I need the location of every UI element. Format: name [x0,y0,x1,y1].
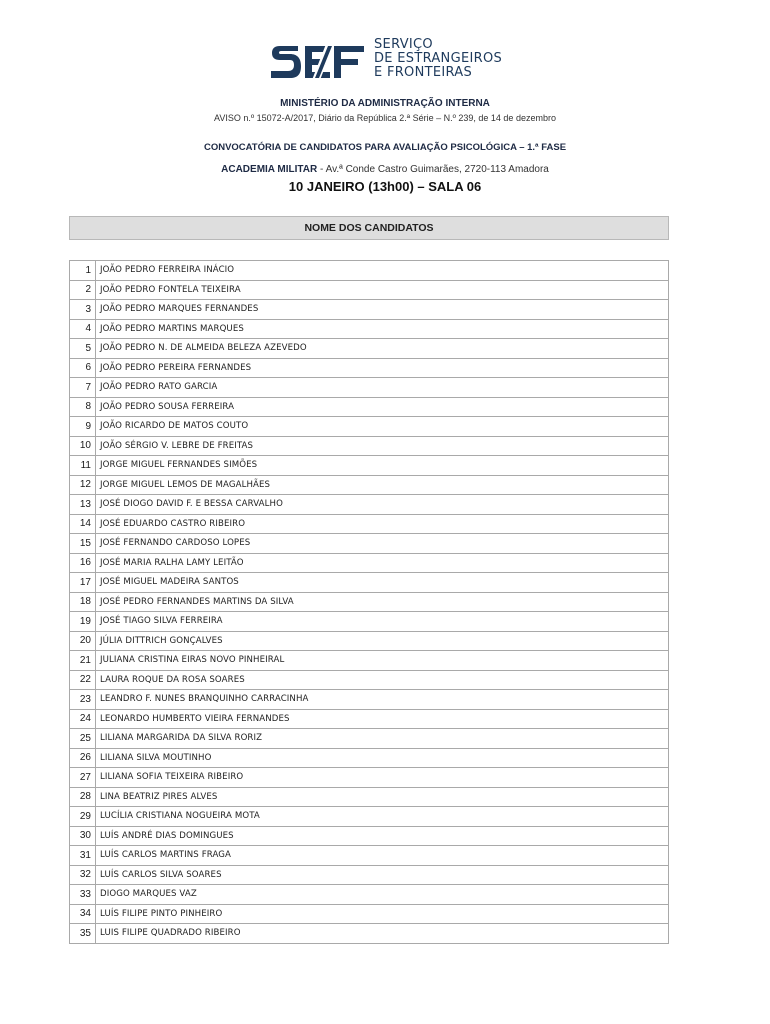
table-row [70,865,669,885]
candidate-name: LUÍS FILIPE PINTO PINHEIRO [96,904,669,924]
table-row [70,924,669,944]
table-row [70,787,669,807]
row-number: 7 [70,378,96,398]
row-number: 13 [70,495,96,515]
table-row [70,358,669,378]
candidate-name: LUÍS CARLOS SILVA SOARES [96,865,669,885]
row-number: 24 [70,709,96,729]
row-number: 12 [70,475,96,495]
row-number: 16 [70,553,96,573]
candidate-name: LEANDRO F. NUNES BRANQUINHO CARRACINHA [96,690,669,710]
table-row [70,690,669,710]
table-row [70,495,669,515]
table-row [70,417,669,437]
candidate-name: LILIANA SILVA MOUTINHO [96,748,669,768]
logo-line-1: SERVIÇO [374,37,433,52]
table-row [70,807,669,827]
table-row [70,826,669,846]
table-row [70,592,669,612]
logo-line-2: DE ESTRANGEIROS [374,51,503,66]
row-number: 25 [70,729,96,749]
table-row [70,261,669,281]
row-number: 6 [70,358,96,378]
location-line [0,164,770,175]
row-number: 3 [70,300,96,320]
row-number: 8 [70,397,96,417]
table-row [70,670,669,690]
sef-logo-mark-icon [268,40,368,84]
row-number: 31 [70,846,96,866]
row-number: 4 [70,319,96,339]
table-row [70,846,669,866]
table-row [70,651,669,671]
row-number: 14 [70,514,96,534]
row-number: 26 [70,748,96,768]
candidate-name: JOSÉ MIGUEL MADEIRA SANTOS [96,573,669,593]
candidate-name: JOSÉ MARIA RALHA LAMY LEITÃO [96,553,669,573]
row-number: 10 [70,436,96,456]
candidate-name: LEONARDO HUMBERTO VIEIRA FERNANDES [96,709,669,729]
candidate-name: JOÃO PEDRO RATO GARCIA [96,378,669,398]
table-row [70,729,669,749]
row-number: 35 [70,924,96,944]
candidate-name: LUCÍLIA CRISTIANA NOGUEIRA MOTA [96,807,669,827]
row-number: 17 [70,573,96,593]
ministry-title: MINISTÉRIO DA ADMINISTRAÇÃO INTERNA [280,98,490,109]
row-number: 18 [70,592,96,612]
table-row [70,339,669,359]
row-number: 19 [70,612,96,632]
candidate-name: JULIANA CRISTINA EIRAS NOVO PINHEIRAL [96,651,669,671]
candidates-table [69,260,669,944]
location-label: ACADEMIA MILITAR [221,164,318,175]
candidate-name: JOÃO RICARDO DE MATOS COUTO [96,417,669,437]
candidate-name: LUÍS ANDRÉ DIAS DOMINGUES [96,826,669,846]
logo-line-3: E FRONTEIRAS [374,65,473,80]
table-row [70,319,669,339]
row-number: 27 [70,768,96,788]
location-address: - Av.ª Conde Castro Guimarães, 2720-113 Amadora [317,164,549,175]
row-number: 32 [70,865,96,885]
table-row [70,397,669,417]
session-title: 10 JANEIRO (13h00) – SALA 06 [288,179,482,194]
aviso-reference: AVISO n.º 15072-A/2017, Diário da República 2.ª Série – N.º 239, de 14 de dezembro [214,113,556,123]
table-row [70,378,669,398]
candidate-name: JOÃO PEDRO SOUSA FERREIRA [96,397,669,417]
table-row [70,885,669,905]
convocatoria-title: CONVOCATÓRIA DE CANDIDATOS PARA AVALIAÇÃO PSICOLÓGICA – 1.ª FASE [203,142,567,153]
table-row [70,280,669,300]
table-row [70,768,669,788]
candidate-name: JOÃO PEDRO MARQUES FERNANDES [96,300,669,320]
row-number: 33 [70,885,96,905]
row-number: 9 [70,417,96,437]
candidate-name: LUIS FILIPE QUADRADO RIBEIRO [96,924,669,944]
candidate-name: JOSÉ EDUARDO CASTRO RIBEIRO [96,514,669,534]
candidate-name: JOSÉ FERNANDO CARDOSO LOPES [96,534,669,554]
table-row [70,612,669,632]
row-number: 5 [70,339,96,359]
row-number: 22 [70,670,96,690]
candidate-name: LILIANA MARGARIDA DA SILVA RORIZ [96,729,669,749]
row-number: 30 [70,826,96,846]
table-row [70,300,669,320]
table-row [70,436,669,456]
candidate-name: JOÃO PEDRO PEREIRA FERNANDES [96,358,669,378]
candidate-name: JOÃO PEDRO FERREIRA INÁCIO [96,261,669,281]
candidate-name: JOSÉ TIAGO SILVA FERREIRA [96,612,669,632]
row-number: 2 [70,280,96,300]
candidate-name: JOSÉ DIOGO DAVID F. E BESSA CARVALHO [96,495,669,515]
table-row [70,709,669,729]
table-row [70,475,669,495]
candidate-name: LUÍS CARLOS MARTINS FRAGA [96,846,669,866]
row-number: 34 [70,904,96,924]
candidate-name: JOSÉ PEDRO FERNANDES MARTINS DA SILVA [96,592,669,612]
table-row [70,631,669,651]
row-number: 29 [70,807,96,827]
table-row [70,573,669,593]
row-number: 21 [70,651,96,671]
table-row [70,534,669,554]
candidate-name: JOÃO PEDRO N. DE ALMEIDA BELEZA AZEVEDO [96,339,669,359]
row-number: 28 [70,787,96,807]
row-number: 23 [70,690,96,710]
candidate-name: JOÃO PEDRO FONTELA TEIXEIRA [96,280,669,300]
candidate-name: JORGE MIGUEL FERNANDES SIMÕES [96,456,669,476]
row-number: 11 [70,456,96,476]
sef-logo [268,38,508,86]
candidate-name: JOÃO PEDRO MARTINS MARQUES [96,319,669,339]
table-row [70,553,669,573]
table-row [70,514,669,534]
row-number: 20 [70,631,96,651]
candidate-name: LAURA ROQUE DA ROSA SOARES [96,670,669,690]
candidate-name: JORGE MIGUEL LEMOS DE MAGALHÃES [96,475,669,495]
candidate-name: JÚLIA DITTRICH GONÇALVES [96,631,669,651]
candidate-name: DIOGO MARQUES VAZ [96,885,669,905]
table-row [70,904,669,924]
logo-wordmark [374,38,502,80]
table-row [70,456,669,476]
row-number: 1 [70,261,96,281]
candidates-column-header: NOME DOS CANDIDATOS [69,216,669,240]
candidate-name: JOÃO SÉRGIO V. LEBRE DE FREITAS [96,436,669,456]
candidate-name: LILIANA SOFIA TEIXEIRA RIBEIRO [96,768,669,788]
table-row [70,748,669,768]
candidate-name: LINA BEATRIZ PIRES ALVES [96,787,669,807]
row-number: 15 [70,534,96,554]
